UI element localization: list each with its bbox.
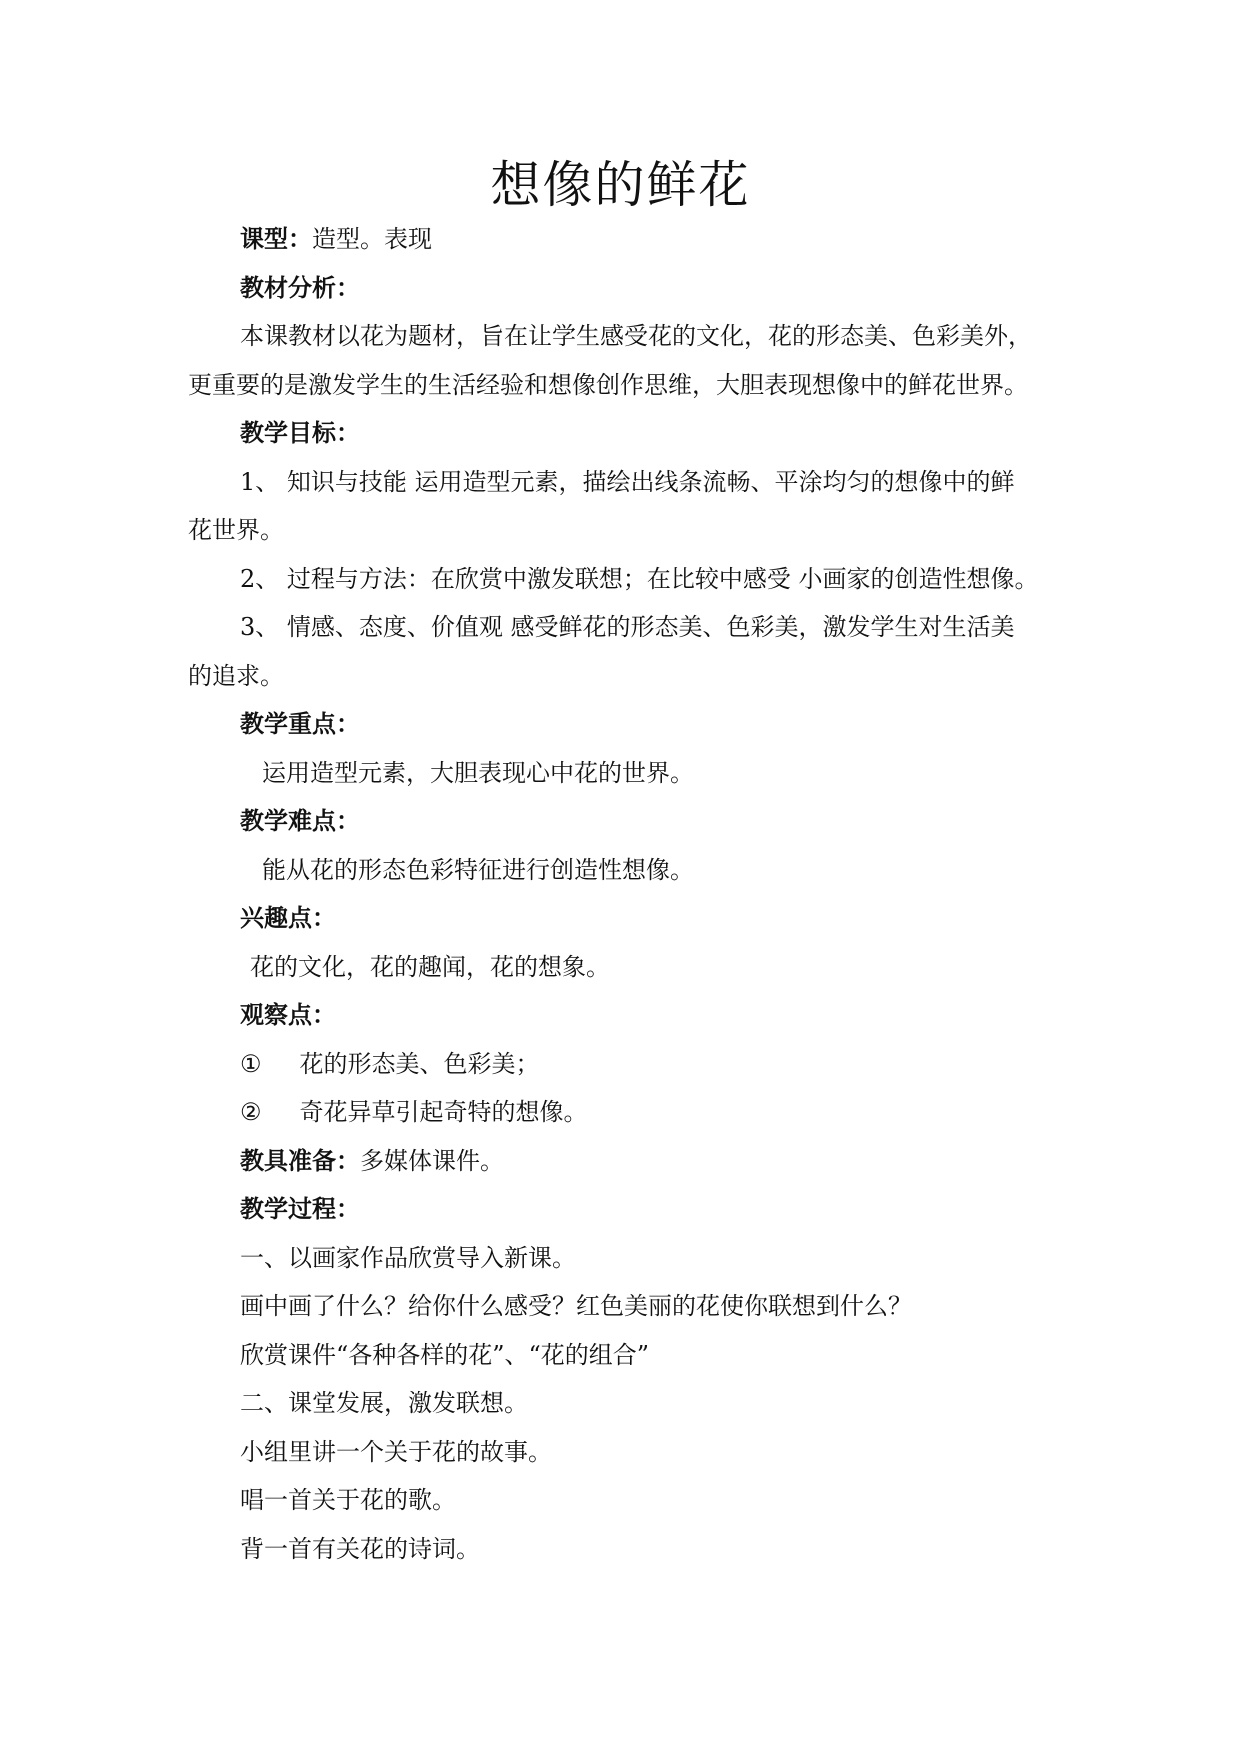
difficulties-heading: 教学难点： <box>240 807 360 835</box>
course-type-value: 造型。表现 <box>312 225 432 253</box>
process-line-4: 二、课堂发展，激发联想。 <box>240 1389 528 1417</box>
observation-item-1-text: 花的形态美、色彩美； <box>299 1050 540 1078</box>
key-points-heading: 教学重点： <box>240 710 360 738</box>
observation-item-2 <box>240 1095 588 1129</box>
difficulties-text: 能从花的形态色彩特征进行创造性想像。 <box>262 856 694 884</box>
goal-3-line-1: 3、 情感、态度、价值观 感受鲜花的形态美、色彩美，激发学生对生活美 <box>240 613 1015 641</box>
process-heading: 教学过程： <box>240 1195 360 1223</box>
process-line-7: 背一首有关花的诗词。 <box>240 1535 480 1563</box>
goal-1-line-1: 1、 知识与技能 运用造型元素，描绘出线条流畅、平涂均匀的想像中的鲜 <box>240 468 1015 496</box>
key-points-text: 运用造型元素，大胆表现心中花的世界。 <box>262 759 694 787</box>
analysis-line-2: 更重要的是激发学生的生活经验和想像创作思维，大胆表现想像中的鲜花世界。 <box>188 371 1028 399</box>
observation-item-1 <box>240 1047 540 1081</box>
observation-heading: 观察点： <box>240 1001 336 1029</box>
materials-label: 教具准备： <box>240 1147 360 1175</box>
goals-heading: 教学目标： <box>240 419 360 447</box>
analysis-heading: 教材分析： <box>240 274 360 302</box>
document-title: 想像的鲜花 <box>490 156 751 214</box>
materials-value: 多媒体课件。 <box>360 1147 504 1175</box>
process-line-2: 画中画了什么？给你什么感受？红色美丽的花使你联想到什么？ <box>240 1292 912 1320</box>
course-type-label: 课型： <box>240 225 312 253</box>
course-type-line <box>240 222 432 256</box>
interest-heading: 兴趣点： <box>240 904 336 932</box>
goal-1-line-2: 花世界。 <box>188 516 284 544</box>
materials-line <box>240 1144 504 1178</box>
observation-item-1-number: ① <box>240 1050 262 1078</box>
goal-2: 2、 过程与方法：在欣赏中激发联想；在比较中感受 小画家的创造性想像。 <box>240 565 1039 593</box>
goal-3-line-2: 的追求。 <box>188 662 284 690</box>
process-line-6: 唱一首关于花的歌。 <box>240 1486 456 1514</box>
observation-item-2-text: 奇花异草引起奇特的想像。 <box>299 1098 588 1126</box>
process-line-1: 一、以画家作品欣赏导入新课。 <box>240 1244 576 1272</box>
interest-text: 花的文化，花的趣闻，花的想象。 <box>250 953 610 981</box>
analysis-line-1: 本课教材以花为题材，旨在让学生感受花的文化，花的形态美、色彩美外， <box>240 322 1032 350</box>
process-line-5: 小组里讲一个关于花的故事。 <box>240 1438 552 1466</box>
observation-item-2-number: ② <box>240 1098 262 1126</box>
process-line-3: 欣赏课件“各种各样的花”、“花的组合” <box>240 1341 650 1369</box>
